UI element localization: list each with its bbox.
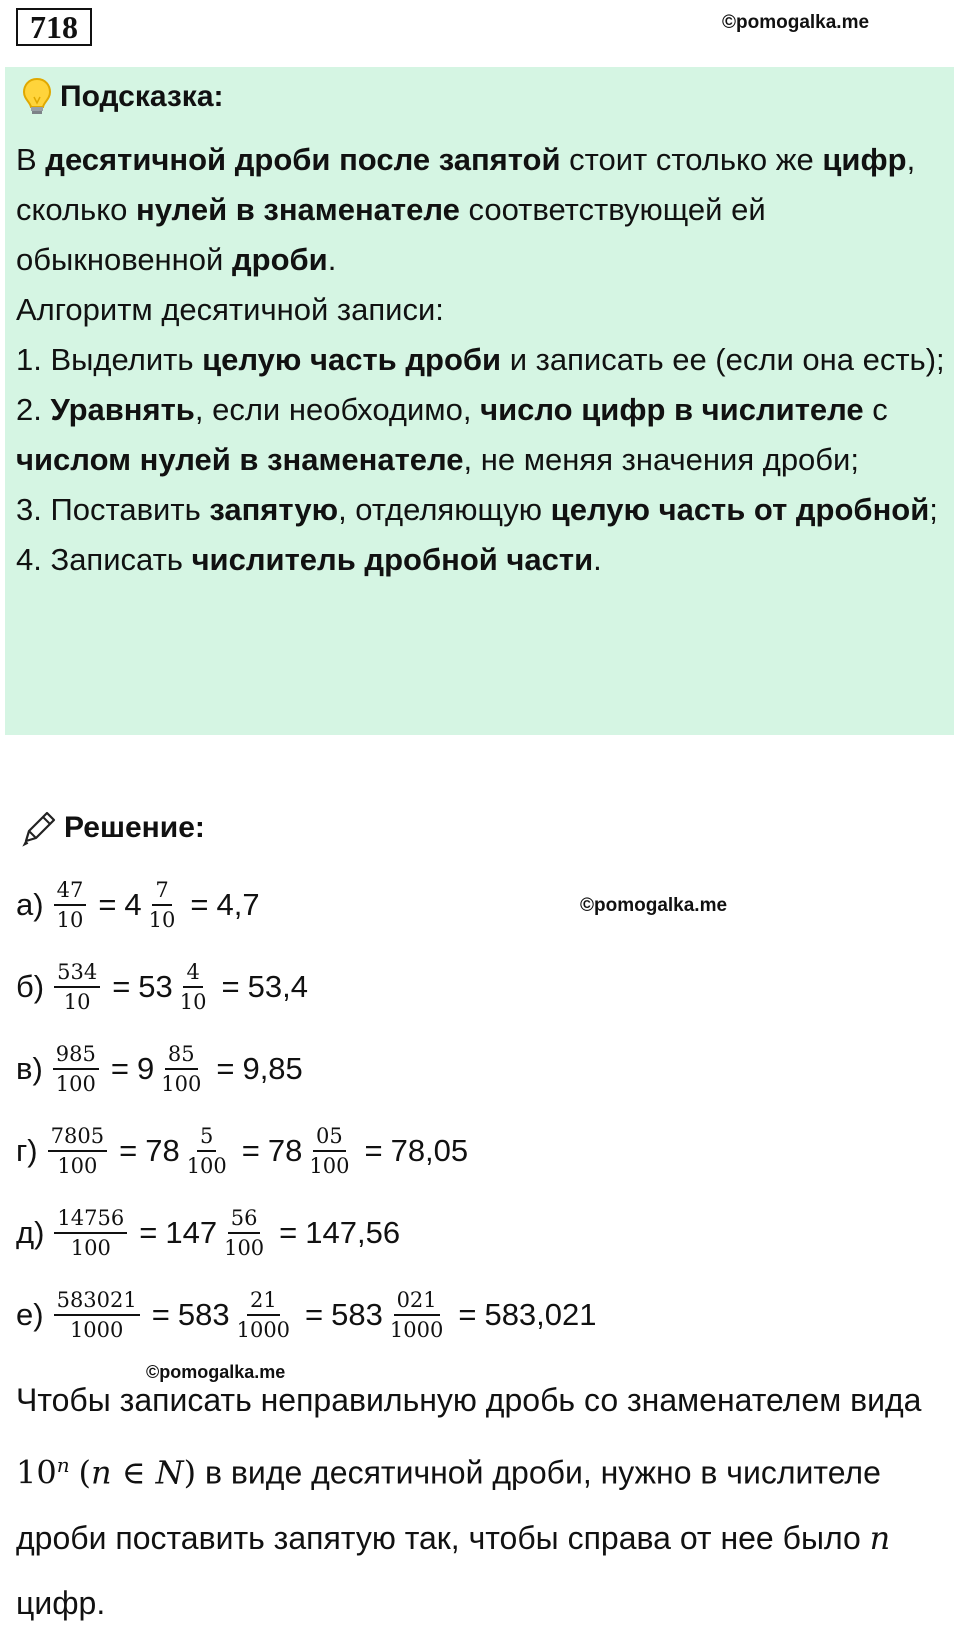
fraction: $\frac{56}{100}$: [224, 1206, 265, 1260]
fraction: $\frac{4}{10}$: [179, 960, 207, 1014]
row-result: 4,7: [216, 887, 260, 922]
solution-title: Решение:: [64, 811, 205, 844]
solution-row-d: д) $\frac{14756}{100}$ = 147 $\frac{56}{100}$ = 147,56: [16, 1206, 401, 1260]
solution-row-e: е) $\frac{583021}{1000}$ = 583 $\frac{21}{1000}$ = 583 $\frac{021}{1000}$ = 583,021: [16, 1288, 597, 1342]
row-result: 9,85: [242, 1051, 303, 1086]
fraction: $\frac{583021}{1000}$: [54, 1286, 140, 1344]
lightbulb-icon: [22, 77, 52, 117]
hint-step-2: 2. Уравнять, если необходимо, число цифр в числителе с числом нулей в знаменателе, не меняя значения дроби;: [16, 392, 888, 477]
solution-header: [20, 808, 205, 848]
hint-step-4: 4. Записать числитель дробной части.: [16, 542, 602, 577]
solution-row-v: в) $\frac{985}{100}$ = 9 $\frac{85}{100}$ = 9,85: [16, 1042, 303, 1096]
hint-title: Подсказка:: [60, 80, 224, 113]
hint-box: [5, 67, 954, 735]
fraction: $\frac{534}{10}$: [54, 958, 100, 1016]
fraction: $\frac{985}{100}$: [53, 1040, 99, 1098]
solution-note: Чтобы записать неправильную дробь со знаменателем вида 10$^n$ (n ∈ N) в виде десятичной дроби, нужно в числителе дроби поставить запятую так, чтобы справа от нее было n цифр.: [16, 1382, 922, 1621]
solution-row-g: г) $\frac{7805}{100}$ = 78 $\frac{5}{100}$ = 78 $\frac{05}{100}$ = 78,05: [16, 1124, 469, 1178]
hint-header: [22, 77, 224, 117]
hint-step-1: 1. Выделить целую часть дроби и записать ее (если она есть);: [16, 342, 945, 377]
row-result: 53,4: [247, 969, 308, 1004]
fraction: $\frac{7}{10}$: [148, 878, 176, 932]
row-result: 78,05: [390, 1133, 469, 1168]
fraction: $\frac{05}{100}$: [309, 1124, 350, 1178]
pencil-icon: [20, 809, 58, 847]
fraction: $\frac{21}{1000}$: [236, 1288, 291, 1342]
hint-paragraph: Алгоритм десятичной записи:: [16, 292, 444, 327]
watermark-bottom: ©pomogalka.me: [146, 1362, 286, 1382]
fraction: $\frac{5}{100}$: [186, 1124, 227, 1178]
hint-step-3: 3. Поставить запятую, отделяющую целую часть от дробной;: [16, 492, 938, 527]
solution-row-a: а) $\frac{47}{10}$ = 4 $\frac{7}{10}$ = 4,7: [16, 878, 260, 932]
fraction: $\frac{85}{100}$: [161, 1042, 202, 1096]
fraction: $\frac{47}{10}$: [54, 876, 87, 934]
fraction: $\frac{021}{1000}$: [389, 1288, 444, 1342]
fraction: $\frac{7805}{100}$: [48, 1122, 107, 1180]
row-result: 147,56: [305, 1215, 401, 1250]
task-number: 718: [16, 8, 92, 46]
hint-paragraph: В десятичной дроби после запятой стоит столько же цифр, сколько нулей в знаменателе соответствующей ей обыкновенной дроби.: [16, 142, 916, 277]
solution-row-b: б) $\frac{534}{10}$ = 53 $\frac{4}{10}$ = 53,4: [16, 960, 308, 1014]
watermark-top: ©pomogalka.me: [722, 12, 870, 33]
fraction: $\frac{14756}{100}$: [54, 1204, 127, 1262]
watermark-middle: ©pomogalka.me: [580, 895, 728, 916]
row-result: 583,021: [484, 1297, 597, 1332]
hint-text: [16, 135, 946, 585]
